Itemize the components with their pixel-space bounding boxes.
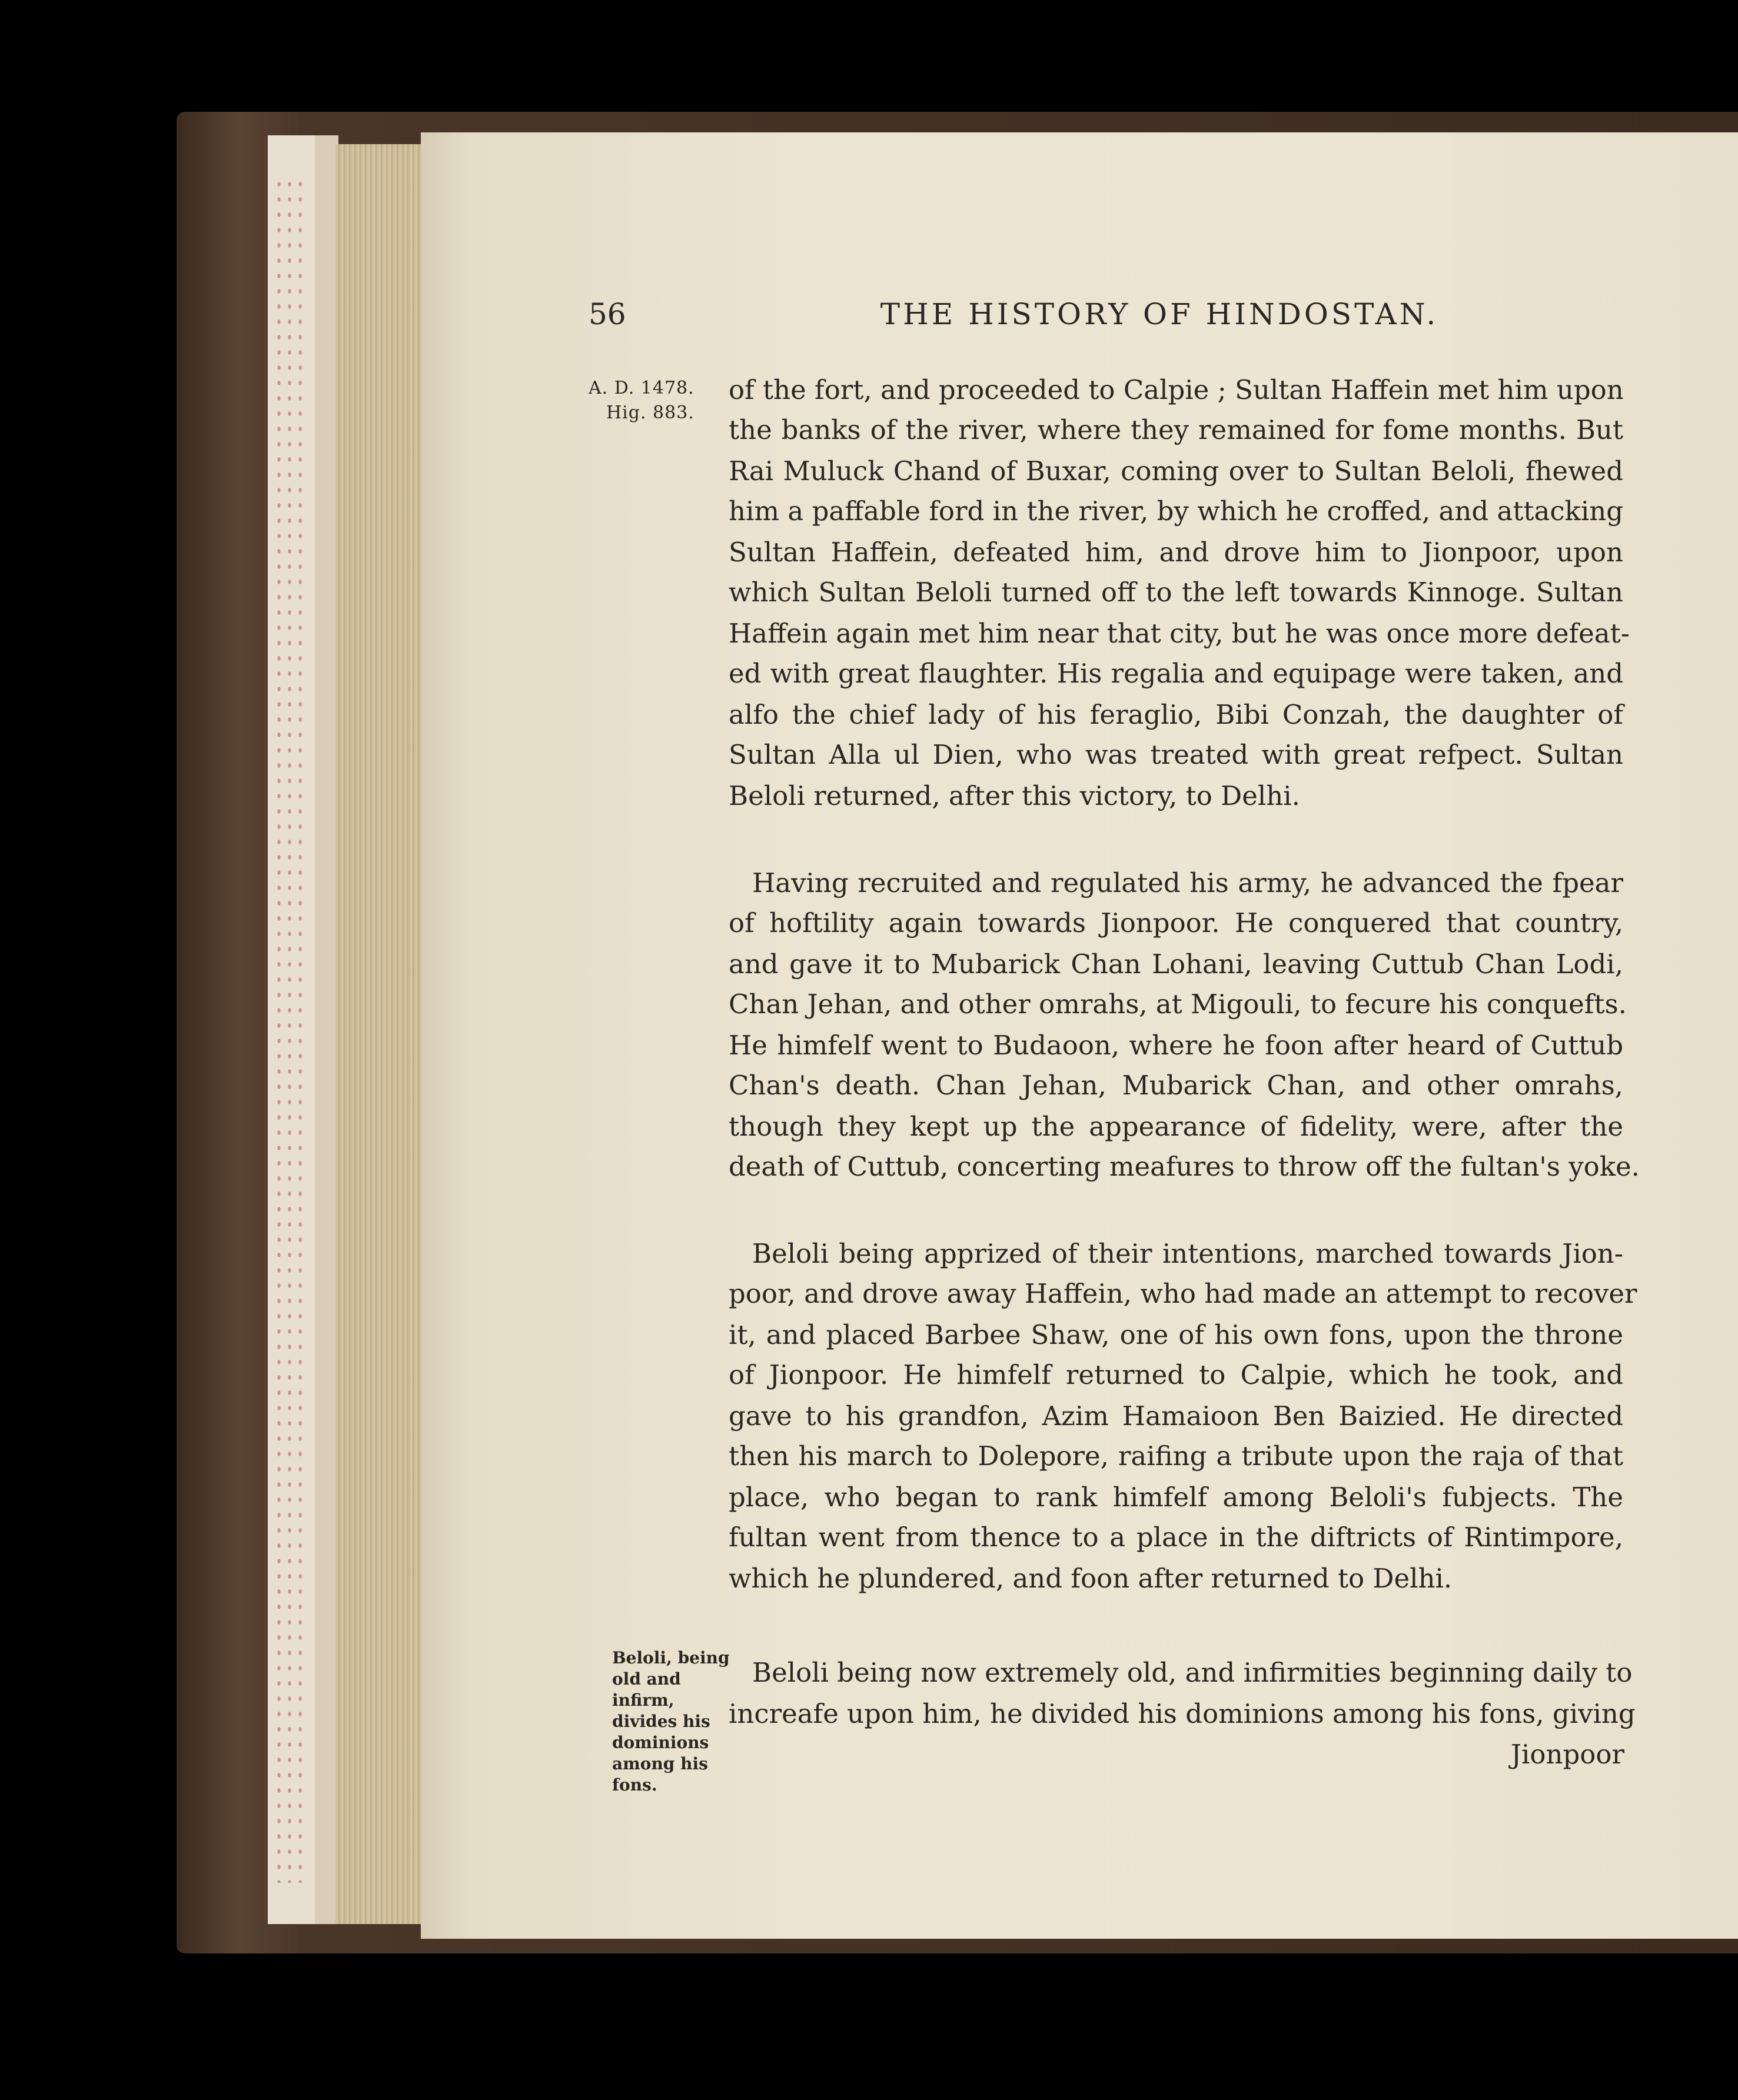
running-head: THE HISTORY OF HINDOSTAN.: [880, 297, 1439, 331]
text-line: it, and placed Barbee Shaw, one of his own fons, upon the throne: [729, 1319, 1623, 1350]
page-edge-inner: [315, 135, 338, 1924]
text-line: of Jionpoor. He himfelf returned to Calpie, which he took, and: [729, 1359, 1623, 1390]
text-line: place, who began to rank himfelf among Beloli's fubjects. The: [729, 1482, 1623, 1513]
text-line: of the fort, and proceeded to Calpie ; Sultan Haffein met him upon: [729, 374, 1624, 405]
text-line: He himfelf went to Budaoon, where he foon after heard of Cuttub: [729, 1030, 1623, 1061]
text-line: Beloli being apprized of their intentions, marched towards Jion-: [752, 1238, 1623, 1269]
text-line: Rai Muluck Chand of Buxar, coming over to Sultan Beloli, fhewed: [729, 455, 1623, 487]
page-stack: [335, 144, 424, 1924]
text-line: Haffein again met him near that city, but he was once more defeat-: [729, 618, 1630, 649]
text-line: which Sultan Beloli turned off to the left towards Kinnoge. Sultan: [729, 577, 1623, 608]
text-line: of hoftility again towards Jionpoor. He conquered that country,: [729, 907, 1623, 938]
text-line: Chan Jehan, and other omrahs, at Migouli, to fecure his conquefts.: [729, 989, 1627, 1020]
text-line: Beloli returned, after this victory, to Delhi.: [729, 780, 1300, 811]
text-line: Chan's death. Chan Jehan, Mubarick Chan, and other omrahs,: [729, 1070, 1623, 1101]
page-number: 56: [589, 297, 626, 331]
margin-date-hig: Hig. 883.: [606, 402, 694, 423]
text-line: Beloli being now extremely old, and infirmities beginning daily to: [752, 1657, 1633, 1688]
text-line: though they kept up the appearance of fidelity, were, after the: [729, 1111, 1623, 1142]
text-line: the banks of the river, where they remained for fome months. But: [729, 414, 1623, 445]
text-line: death of Cuttub, concerting meafures to throw off the fultan's yoke.: [729, 1151, 1640, 1182]
margin-date-ad: A. D. 1478.: [589, 378, 694, 398]
speckled-edge: [274, 177, 309, 1883]
side-note: Beloli, being old and infirm, divides his dominions among his fons.: [612, 1648, 730, 1795]
catchword: Jionpoor: [1510, 1739, 1624, 1770]
text-line: then his march to Dolepore, raifing a tribute upon the raja of that: [729, 1440, 1623, 1472]
text-line: which he plundered, and foon after returned to Delhi.: [729, 1563, 1453, 1594]
text-line: Sultan Alla ul Dien, who was treated with great refpect. Sultan: [729, 739, 1623, 770]
text-line: and gave it to Mubarick Chan Lohani, leaving Cuttub Chan Lodi,: [729, 949, 1623, 980]
text-line: poor, and drove away Haffein, who had made an attempt to recover: [729, 1278, 1637, 1309]
text-line: alfo the chief lady of his feraglio, Bibi Conzah, the daughter of: [729, 699, 1623, 730]
text-line: fultan went from thence to a place in the diftricts of Rintimpore,: [729, 1522, 1623, 1553]
text-line: him a paffable ford in the river, by which he croffed, and attacking: [729, 495, 1623, 527]
text-line: Having recruited and regulated his army, he advanced the fpear: [752, 867, 1623, 898]
text-line: ed with great flaughter. His regalia and equipage were taken, and: [729, 658, 1623, 689]
text-line: Sultan Haffein, defeated him, and drove him to Jionpoor, upon: [729, 537, 1623, 568]
text-line: gave to his grandfon, Azim Hamaioon Ben Baizied. He directed: [729, 1400, 1623, 1432]
text-line: increafe upon him, he divided his dominions among his fons, giving: [729, 1698, 1636, 1729]
